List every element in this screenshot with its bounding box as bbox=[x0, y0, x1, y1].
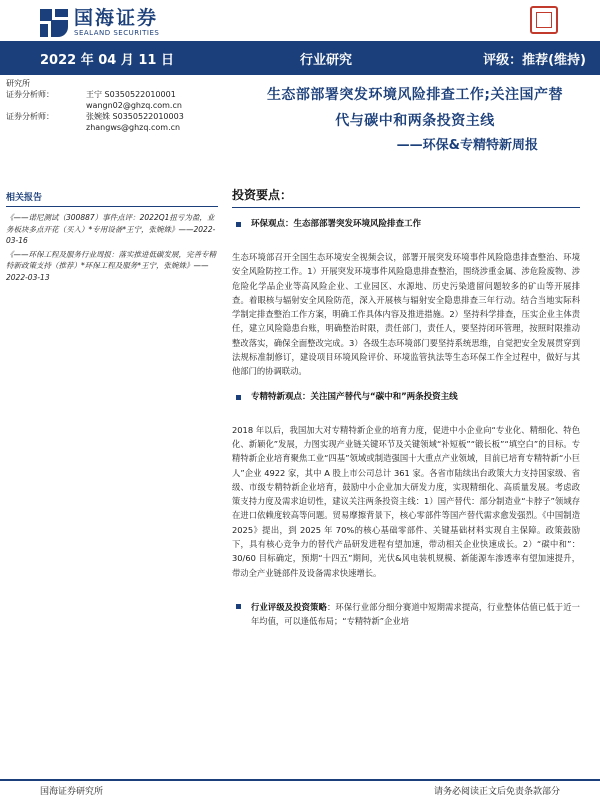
analyst-label bbox=[6, 100, 86, 111]
section-body: 2018 年以后，我国加大对专精特新企业的培育力度，促进中小企业向“专业化、精细化、特色化、新颖化”发展，力图实现产业链关键环节及关键领域“补短板”“锻长板”“填空白”的目标。专精特新企业培育聚焦工业“四基”领域或制造强国十大重点产业领域，目前已培育专精特新“小巨人”企业 4922 家，其中 A 股上市公司总计 361 家。各省市陆续出台政策大力支持国家级、省级、市级专精特新企业培育，鼓励中小企业加大研发力度，实现精细化、高质量发展。考虑政策支持力度及需求迫切性，建议关注两条投资主线：1）国产替代：部分制造业“卡脖子”领域存在进口依赖度较高等问题。贸易摩擦背景下，核心零部件等国产替代需求愈发强烈。《中国制造 2025》提出，到 2025 年 70%的核心基础零部件、关键基础材料实现自主保障。政策鼓励下，具有核心竞争力的替代产品研发进程有望加速，带动相关企业快速成长。2）“碳中和”：30/60 目标确定，预期“十四五”期间，光伏&风电装机规模、新能源车渗透率有望加速提升，带动全产业链部件及设备需求快速增长。 bbox=[232, 424, 580, 578]
header-bar bbox=[0, 41, 600, 75]
analyst-label bbox=[6, 122, 86, 133]
footer-institute: 国海证券研究所 bbox=[40, 787, 104, 797]
report-title bbox=[232, 82, 598, 158]
analyst-row bbox=[6, 122, 218, 133]
related-report-item: 《——诺尼测试（300887）事件点评：2022Q1扭亏为盈，业务板块多点开花（买入）*专用设备*王宁，张婉姝》——2022-03-16 bbox=[6, 213, 216, 245]
company-logo bbox=[40, 8, 159, 38]
report-date: 2022 年 04 月 11 日 bbox=[40, 52, 174, 68]
report-type: 行业研究 bbox=[300, 52, 353, 68]
analyst-row bbox=[6, 89, 218, 100]
square-bullet-icon bbox=[236, 604, 241, 609]
section-body: 生态环境部召开全国生态环境安全视频会议，部署开展突发环境事件风险隐患排查整治、环境安全风险防控工作。1）开展突发环境事件风险隐患排查整治，围绕涉重金属、涉危险废物、涉危险化学品企业等高风险企业、工业园区、水源地、历史污染遗留问题较多的矿山等开展排查。着眼核与辐射安全风险防范，深入开展核与辐射安全隐患排查三年行动。结合当地实际科学制定排查整治工作方案，明确工作具体内容及推进措施。2）坚持科学排查，压实企业主体责任，建立风险隐患台账，明确整治时限，责任部门，责任人，要坚持闭环管理，按照时限推动整改落实，确保全面整改完成。3）各级生态环境部门要坚持系统思维，自觉把安全发展贯穿到法规标准制修订，建设项目环境风险评价、环境监管执法等生态环保工作全过程中，做好与其他部门的协调联动。 bbox=[232, 252, 580, 377]
key-points-title: 投资要点： bbox=[232, 186, 580, 208]
stamp-icon bbox=[530, 6, 558, 34]
logo-name-cn: 国海证券 bbox=[74, 7, 159, 29]
report-subtitle: ——环保&专精特新周报 bbox=[396, 138, 538, 153]
section-title: 专精特新观点：关注国产替代与“碳中和”两条投资主线 bbox=[251, 391, 458, 402]
related-reports bbox=[6, 190, 218, 285]
analyst-name: 王宁 S0350522010001 bbox=[86, 90, 176, 99]
section-heading bbox=[232, 391, 580, 403]
section-body: ：环保行业部分细分赛道中短期需求提高，行业整体估值已低于近一年均值，可以逢低布局；“专精特新”企业培 bbox=[251, 601, 580, 627]
section-inline bbox=[232, 600, 580, 629]
analyst-row bbox=[6, 100, 218, 111]
related-report-item: 《——环保工程及服务行业周报：落实推进低碳发展，完善专精特新政策支持（推荐）*环保工程及服务*王宁，张婉姝》——2022-03-13 bbox=[6, 249, 216, 282]
report-rating: 评级：推荐(维持) bbox=[483, 52, 586, 68]
square-bullet-icon bbox=[236, 395, 241, 400]
logo-name-en: SEALAND SECURITIES bbox=[74, 29, 160, 37]
footer-divider bbox=[0, 779, 600, 781]
related-reports-title: 相关报告 bbox=[6, 190, 218, 207]
section-title: 环保观点：生态部部署突发环境风险排查工作 bbox=[251, 219, 422, 229]
analyst-row bbox=[6, 111, 218, 122]
seal-icon bbox=[536, 12, 552, 28]
title-line-2: 代与碳中和两条投资主线 bbox=[335, 113, 495, 129]
analyst-info bbox=[6, 78, 218, 133]
analyst-name: 张婉姝 S0350522010003 bbox=[86, 112, 184, 121]
section-heading bbox=[232, 218, 580, 230]
title-line-1: 生态部部署突发环境风险排查工作;关注国产替 bbox=[266, 87, 564, 103]
section-title: 行业评级及投资策略 bbox=[251, 601, 327, 612]
key-points bbox=[232, 186, 580, 629]
institute-label: 研究所 bbox=[6, 79, 30, 88]
square-bullet-icon bbox=[236, 222, 241, 227]
logo-mark-icon bbox=[40, 9, 68, 37]
footer-disclaimer: 请务必阅读正文后免责条款部分 bbox=[433, 787, 560, 797]
analyst-label: 证券分析师： bbox=[6, 112, 54, 121]
analyst-email: zhangws@ghzq.com.cn bbox=[86, 123, 181, 132]
analyst-label: 证券分析师： bbox=[6, 90, 54, 99]
analyst-email: wangn02@ghzq.com.cn bbox=[86, 101, 182, 110]
